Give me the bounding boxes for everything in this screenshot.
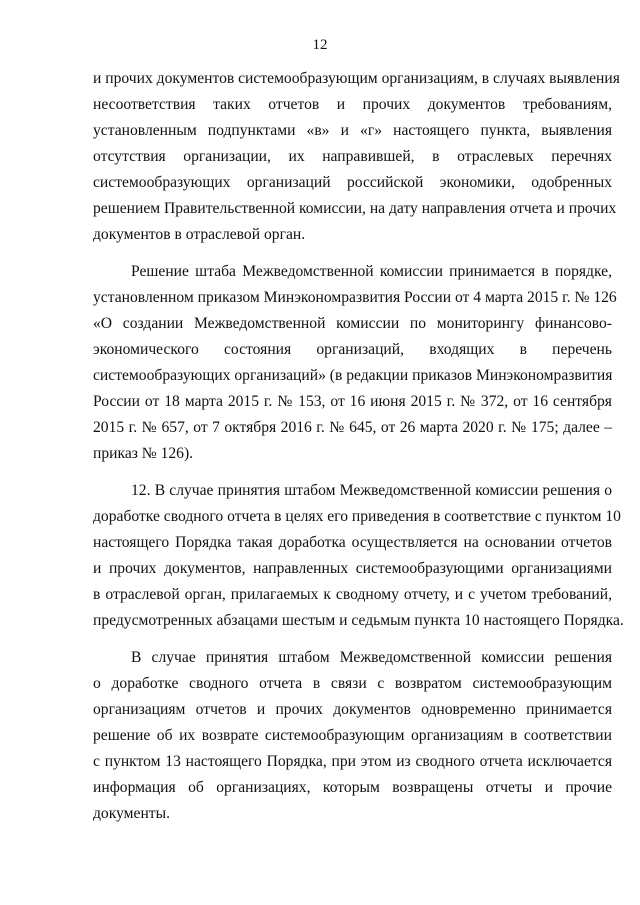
text-line: с пунктом 13 настоящего Порядка, при этом из сводного отчета исключается bbox=[93, 753, 612, 770]
text-line: и прочих документов системообразующим организациям, в случаях выявления bbox=[93, 70, 620, 87]
text-line: 12. В случае принятия штабом Межведомственной комиссии решения о bbox=[131, 482, 612, 499]
text-line: 2015 г. № 657, от 7 октября 2016 г. № 645, от 26 марта 2020 г. № 175; далее – bbox=[93, 419, 612, 436]
text-line: предусмотренных абзацами шестым и седьмым пункта 10 настоящего Порядка. bbox=[93, 612, 624, 629]
page-number: 12 bbox=[312, 37, 328, 53]
text-line: России от 18 марта 2015 г. № 153, от 16 июня 2015 г. № 372, от 16 сентября bbox=[93, 393, 612, 410]
text-line: решением Правительственной комиссии, на дату направления отчета и прочих bbox=[93, 200, 617, 217]
text-line: установленном приказом Минэкономразвития России от 4 марта 2015 г. № 126 bbox=[93, 289, 617, 306]
text-line: системообразующих организаций российской экономики, одобренных bbox=[93, 174, 612, 191]
text-line: настоящего Порядка такая доработка осуществляется на основании отчетов bbox=[93, 534, 612, 551]
text-line: установленным подпунктами «в» и «г» настоящего пункта, выявления bbox=[93, 122, 612, 139]
text-line: организациям отчетов и прочих документов одновременно принимается bbox=[93, 701, 612, 718]
document-body bbox=[93, 66, 624, 827]
paragraph-return-decision bbox=[93, 645, 612, 827]
paragraph-decision-procedure bbox=[93, 259, 617, 467]
text-line: Решение штаба Межведомственной комиссии принимается в порядке, bbox=[131, 263, 612, 280]
text-line: приказ № 126). bbox=[93, 445, 194, 462]
text-line: документы. bbox=[93, 805, 171, 822]
text-line: доработке сводного отчета в целях его приведения в соответствие с пунктом 10 bbox=[93, 508, 621, 525]
paragraph-continuation bbox=[93, 66, 620, 248]
text-line: документов в отраслевой орган. bbox=[93, 226, 306, 243]
paragraph-item-12 bbox=[93, 478, 624, 634]
text-line: экономического состояния организаций, входящих в перечень bbox=[93, 341, 612, 358]
text-line: в отраслевой орган, прилагаемых к сводному отчету, и с учетом требований, bbox=[93, 586, 612, 603]
text-line: о доработке сводного отчета в связи с возвратом системообразующим bbox=[93, 675, 612, 692]
text-line: В случае принятия штабом Межведомственной комиссии решения bbox=[131, 649, 612, 666]
text-line: решение об их возврате системообразующим организациям в соответствии bbox=[93, 727, 612, 744]
text-line: системообразующих организаций» (в редакции приказов Минэкономразвития bbox=[93, 367, 613, 384]
text-line: «О создании Межведомственной комиссии по мониторингу финансово- bbox=[93, 315, 612, 332]
text-line: информация об организациях, которым возвращены отчеты и прочие bbox=[93, 779, 612, 796]
text-line: и прочих документов, направленных системообразующими организациями bbox=[93, 560, 612, 577]
text-line: несоответствия таких отчетов и прочих документов требованиям, bbox=[93, 96, 612, 113]
text-line: отсутствия организации, их направившей, в отраслевых перечнях bbox=[93, 148, 612, 165]
